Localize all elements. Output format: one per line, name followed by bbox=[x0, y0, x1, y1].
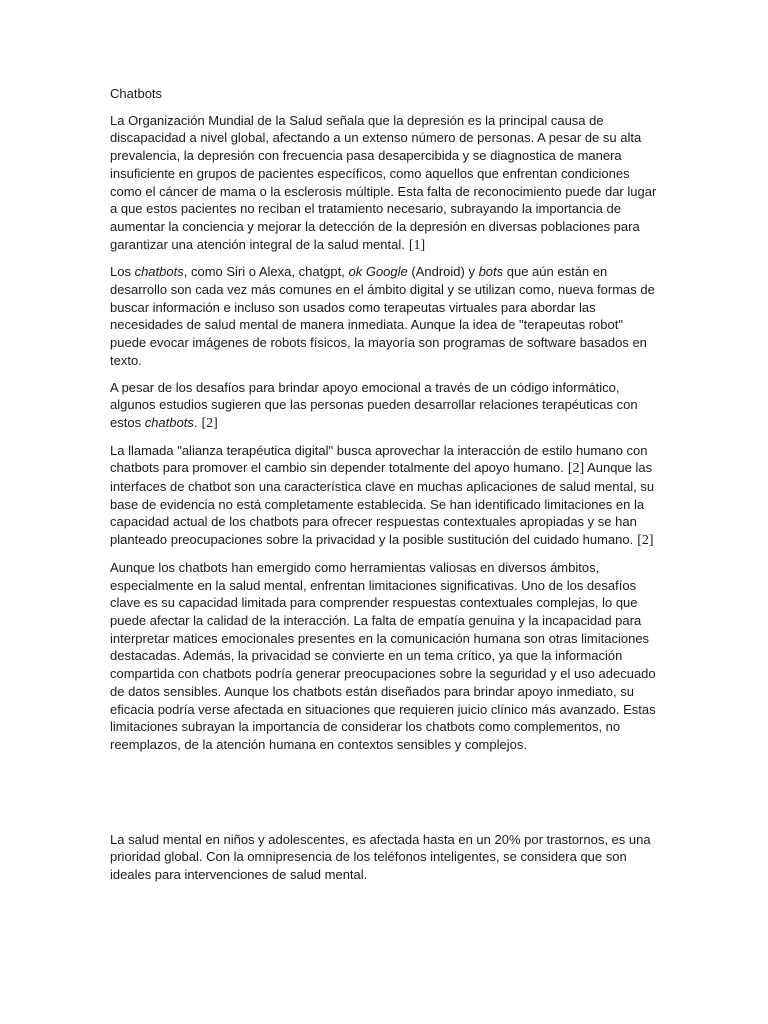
text-run: que aún están en desarrollo son cada vez más comunes en el ámbito digital y se utilizan como, nueva formas de buscar información e incluso son usados como terapeutas virtuales para abordar las necesidades de salud mental de manera inmediata. Aunque la idea de "terapeutas robot" puede evocar imágenes de robots físicos, la mayoría son programas de software basados en texto. bbox=[110, 264, 655, 368]
italic-run: ok Google bbox=[348, 264, 408, 280]
text-run: La llamada "alianza terapéutica digital" busca aprovechar la interacción de estilo humano con chatbots para promover el cambio sin depender totalmente del apoyo humano. bbox=[110, 442, 648, 476]
paragraph-digital-alliance bbox=[110, 442, 660, 550]
text-run: . bbox=[193, 414, 198, 430]
citation-ref: [2] bbox=[567, 461, 585, 477]
text-run: Aunque las interfaces de chatbot son una característica clave en muchas aplicaciones de salud mental, su base de evidencia no está completamente establecida. Se han identificado limitaciones en la capacidad actual de los chatbots para ofrecer respuestas contextuales apropiadas y se han planteado preocupaciones sobre la privacidad y la posible sustitución del cuidado humano. bbox=[110, 460, 655, 548]
document-page bbox=[110, 85, 660, 893]
italic-run: chatbots bbox=[144, 414, 194, 430]
document-title: Chatbots bbox=[110, 86, 163, 101]
paragraph-chatbots-intro bbox=[110, 263, 660, 369]
paragraph-text: Aunque los chatbots han emergido como herramientas valiosas en diversos ámbitos, especialmente en la salud mental, enfrentan limitaciones significativas. Uno de los desafíos clave es su capacidad limitada para comprender respuestas contextuales complejas, lo que puede afectar la calidad de la interacción. La falta de empatía genuina y la incapacidad para interpretar matices emocionales presentes en la comunicación humana son otras limitaciones destacadas. Además, la privacidad se convierte en un tema crítico, ya que la información compartida con chatbots podría generar preocupaciones sobre la seguridad y el uso adecuado de datos sensibles. Aunque los chatbots están diseñados para brindar apoyo inmediato, su eficacia podría verse afectada en situaciones que requieren juicio clínico más avanzado. Estas limitaciones subrayan la importancia de considerar los chatbots como complementos, no reemplazos, de la atención humana en contextos sensibles y complejos. bbox=[110, 559, 656, 752]
italic-run: bots bbox=[478, 264, 504, 280]
italic-run: chatbots bbox=[134, 264, 184, 280]
paragraph-therapeutic-relations bbox=[110, 379, 660, 433]
citation-ref: [1] bbox=[408, 237, 426, 253]
blank-space bbox=[110, 763, 660, 831]
citation-ref: [2] bbox=[201, 415, 218, 431]
text-run: (Android) y bbox=[407, 264, 479, 280]
text-run: A pesar de los desafíos para brindar apoyo emocional a través de un código informático, algunos estudios sugieren que las personas pueden desarrollar relaciones terapéuticas con estos bbox=[110, 379, 638, 430]
paragraph-limitations bbox=[110, 559, 660, 754]
paragraph-text: La salud mental en niños y adolescentes, es afectada hasta en un 20% por trastornos, es una prioridad global. Con la omnipresencia de los teléfonos inteligentes, se considera que son ideales para intervenciones de salud mental. bbox=[110, 831, 651, 883]
paragraph-youth-mental-health bbox=[110, 831, 660, 884]
paragraph-text: La Organización Mundial de la Salud señala que la depresión es la principal causa de discapacidad a nivel global, afectando a un extenso número de personas. A pesar de su alta prevalencia, la depresión con frecuencia pasa desapercibida y se diagnostica de manera insuficiente en grupos de pacientes específicos, como aquellos que enfrentan condiciones como el cáncer de mama o la esclerosis múltiple. Esta falta de reconocimiento puede dar lugar a que estos pacientes no reciban el tratamiento necesario, subrayando la importancia de aumentar la conciencia y mejorar la detección de la depresión en diversas poblaciones para garantizar una atención integral de la salud mental. bbox=[110, 112, 657, 252]
text-run: , como Siri o Alexa, chatgpt, bbox=[183, 264, 349, 280]
text-run: Los bbox=[110, 264, 135, 280]
paragraph-who-depression bbox=[110, 112, 660, 255]
citation-ref: [2] bbox=[637, 533, 654, 549]
